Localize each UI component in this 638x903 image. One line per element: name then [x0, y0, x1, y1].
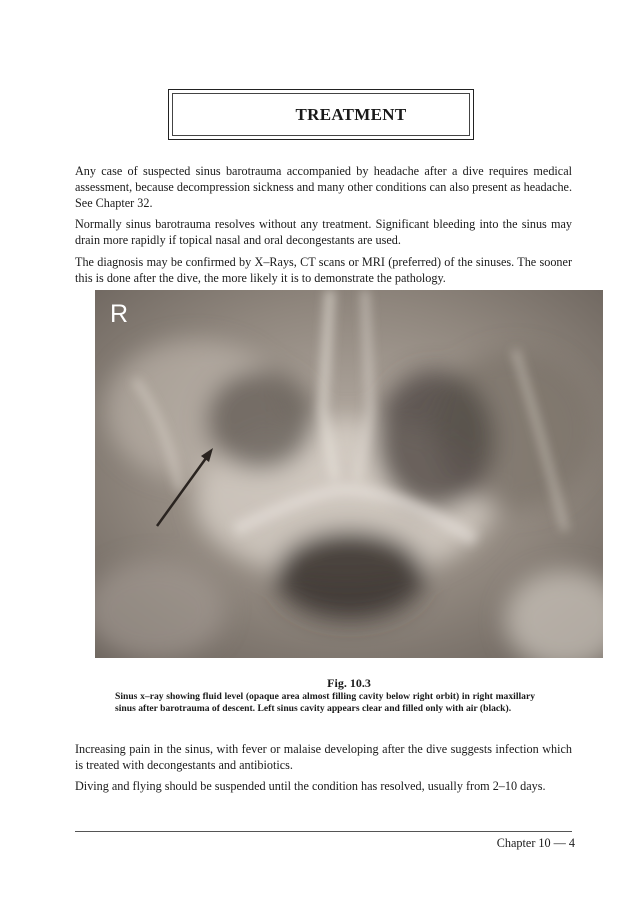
footer-page-label: Chapter 10 — 4 — [496, 836, 575, 850]
sinus-xray-image — [95, 290, 603, 658]
paragraph-assessment: Any case of suspected sinus barotrauma accompanied by headache after a dive requires medical assessment, because decompression sickness and many other conditions can also present as headache. See Chapter 32. — [75, 164, 572, 210]
section-heading-box — [168, 89, 474, 140]
section-heading-inner-frame — [172, 93, 470, 136]
paragraph-suspension: Diving and flying should be suspended until the condition has resolved, usually from 2–10 days. — [75, 779, 546, 793]
figure-caption: Sinus x–ray showing fluid level (opaque area almost filling cavity below right orbit) in right maxillary sinus after barotrauma of descent. Left sinus cavity appears clear and filled only with air (black). — [115, 691, 535, 714]
figure-number: Fig. 10.3 — [327, 676, 371, 690]
section-title: TREATMENT — [295, 104, 407, 124]
paragraph-resolution: Normally sinus barotrauma resolves without any treatment. Significant bleeding into the sinus may drain more rapidly if topical nasal and oral decongestants are used. — [75, 217, 572, 247]
paragraph-infection: Increasing pain in the sinus, with fever or malaise developing after the dive suggests infection which is treated with decongestants and antibiotics. — [75, 742, 572, 772]
footer-divider — [75, 831, 572, 832]
xray-side-label: R — [110, 300, 129, 328]
xray-drawing — [95, 290, 603, 658]
paragraph-diagnosis: The diagnosis may be confirmed by X–Rays, CT scans or MRI (preferred) of the sinuses. The sooner this is done after the dive, the more likely it is to demonstrate the pathology. — [75, 255, 572, 285]
